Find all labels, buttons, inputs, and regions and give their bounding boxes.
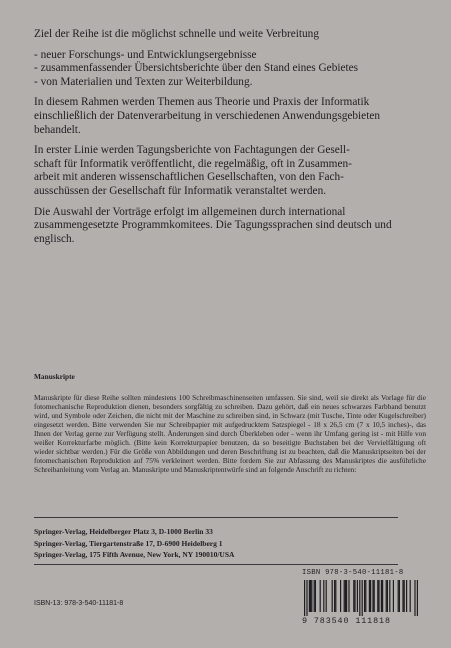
barcode-bar bbox=[406, 580, 407, 612]
address-line: Springer-Verlag, Tiergartenstraße 17, D-6900 Heidelberg 1 bbox=[34, 538, 223, 548]
barcode-bar bbox=[310, 580, 311, 612]
barcode-bar bbox=[346, 580, 347, 612]
barcode-bar bbox=[378, 580, 379, 612]
address-line: Springer-Verlag, Heidelberger Platz 3, D-1000 Berlin 33 bbox=[34, 527, 213, 536]
barcode-bar bbox=[304, 580, 305, 616]
barcode-bar bbox=[387, 580, 388, 612]
barcode-bar bbox=[382, 580, 383, 612]
barcode-bar bbox=[309, 580, 310, 612]
barcode-bar bbox=[315, 580, 316, 612]
barcode-isbn-text: ISBN 978-3-540-11181-8 bbox=[302, 569, 404, 577]
barcode-bar bbox=[320, 580, 321, 612]
barcode-bar bbox=[335, 580, 336, 612]
barcode-bar bbox=[414, 580, 415, 616]
aim-list-item: - von Materialien und Texten zur Weiterbildung. bbox=[34, 75, 253, 88]
barcode-bar bbox=[374, 580, 375, 612]
barcode-bar bbox=[393, 580, 394, 612]
manuscript-section bbox=[34, 372, 426, 474]
proceedings-line: schaft für Informatik veröffentlicht, die regelmäßig, oft in Zusammen- bbox=[34, 157, 352, 170]
barcode-bar bbox=[377, 580, 378, 612]
barcode-bar bbox=[364, 580, 365, 612]
aim-list bbox=[34, 49, 426, 90]
isbn-barcode bbox=[300, 569, 420, 627]
address-line: Springer-Verlag, 175 Fifth Avenue, New York, NY 190010/USA bbox=[34, 550, 235, 560]
divider-bottom bbox=[34, 564, 398, 565]
barcode-bar bbox=[314, 580, 315, 612]
barcode-bar bbox=[410, 580, 411, 612]
barcode-bar bbox=[404, 580, 405, 612]
barcode-bar bbox=[326, 580, 327, 612]
barcode-digits: 9 783540 111818 bbox=[302, 616, 391, 626]
intro-selection: Die Auswahl der Vorträge erfolgt im allgemeinen durch international zusammengesetzte Programmkomitees. Die Tagungssprachen sind deutsch und englisch. bbox=[34, 205, 392, 245]
barcode-bar bbox=[402, 580, 403, 612]
series-description bbox=[34, 28, 426, 253]
proceedings-line: ausschüssen der Gesellschaft für Informatik veranstaltet werden. bbox=[34, 184, 327, 197]
barcode-bar bbox=[334, 580, 335, 612]
intro-aim: Ziel der Reihe ist die möglichst schnelle und weite Verbreitung bbox=[34, 28, 319, 40]
aim-list-item: - neuer Forschungs- und Entwicklungsergebnisse bbox=[34, 48, 257, 61]
barcode-bar bbox=[344, 580, 345, 612]
proceedings-line: arbeit mit anderen wissenschaftlichen Gesellschaften, von den Fach- bbox=[34, 171, 344, 184]
intro-scope: In diesem Rahmen werden Themen aus Theorie und Praxis der Informatik einschließlich der Datenverarbeitung in verschiedenen Anwendungsgebieten behandelt. bbox=[34, 96, 380, 136]
barcode-bar bbox=[323, 580, 324, 612]
barcode-bar bbox=[398, 580, 399, 612]
proceedings-line: In erster Linie werden Tagungsberichte von Fachtagungen der Gesell- bbox=[34, 144, 350, 157]
intro-proceedings bbox=[34, 144, 426, 198]
barcode-bar bbox=[372, 580, 373, 612]
barcode-bars bbox=[300, 580, 420, 616]
barcode-bar bbox=[417, 580, 418, 616]
barcode-bar bbox=[345, 580, 346, 612]
barcode-bar bbox=[354, 580, 355, 612]
barcode-bar bbox=[348, 580, 349, 612]
barcode-bar bbox=[389, 580, 390, 612]
manuscript-heading: Manuskripte bbox=[34, 372, 75, 381]
barcode-bar bbox=[332, 580, 333, 612]
barcode-bar bbox=[340, 580, 341, 612]
barcode-bar bbox=[353, 580, 354, 612]
isbn-label: ISBN-13: 978-3-540-11181-8 bbox=[34, 600, 124, 607]
publisher-addresses bbox=[34, 526, 234, 561]
divider-top bbox=[34, 517, 398, 518]
barcode-bar bbox=[306, 580, 307, 616]
aim-list-item: - zusammenfassender Übersichtsberichte über den Stand eines Gebietes bbox=[34, 62, 359, 75]
manuscript-instructions: Manuskripte für diese Reihe sollten mindestens 100 Schreibmaschinenseiten umfassen. Sie sind, weil sie direkt als Vorlage für die fotomechanische Reproduktion dienen, besonders sorgfältig zu schreiben. Dazu gehört, daß ein neues schwarzes Farbband benutzt wird, und Symbole oder Zeichen, die nicht mit der Maschine zu schreiben sind, in Schwarz (mit Tusche, Tinte oder Kugelschreiber) eingesetzt werden. Bitte verwenden Sie nur Schreibpapier mit aufgedrucktem Satzspiegel - 18 x 26,5 cm (7 x 10,5 inches)-, das Ihnen der Verlag gerne zur Verfügung stellt. Änderungen sind durch Überkleben oder - wenn ihr Umfang gering ist - mit Hilfe von weißer Korrekturfarbe möglich. (Bitte kein Korrekturpapier benutzen, da so beseitigte Buchstaben bei der Vervielfältigung oft wieder sichtbar werden.) Für die Größe von Abbildungen und deren Beschriftung ist zu beachten, daß die Manuskriptseiten bei der fotomechanischen Reproduktion auf 75% verkleinert werden. Bitte fordern Sie zur Abfassung des Manuskriptes die ausführliche Schreibanleitung vom Verlag an. Manuskripte und Manuskriptentwürfe sind an folgende Anschrift zu richten: bbox=[34, 393, 426, 475]
barcode-bar bbox=[399, 580, 400, 612]
barcode-bar bbox=[311, 580, 312, 612]
barcode-bar bbox=[357, 580, 358, 612]
barcode-bar bbox=[362, 580, 363, 616]
barcode-bar bbox=[386, 580, 387, 612]
barcode-bar bbox=[369, 580, 370, 612]
barcode-bar bbox=[381, 580, 382, 612]
barcode-bar bbox=[370, 580, 371, 612]
barcode-bar bbox=[365, 580, 366, 612]
barcode-bar bbox=[359, 580, 360, 616]
